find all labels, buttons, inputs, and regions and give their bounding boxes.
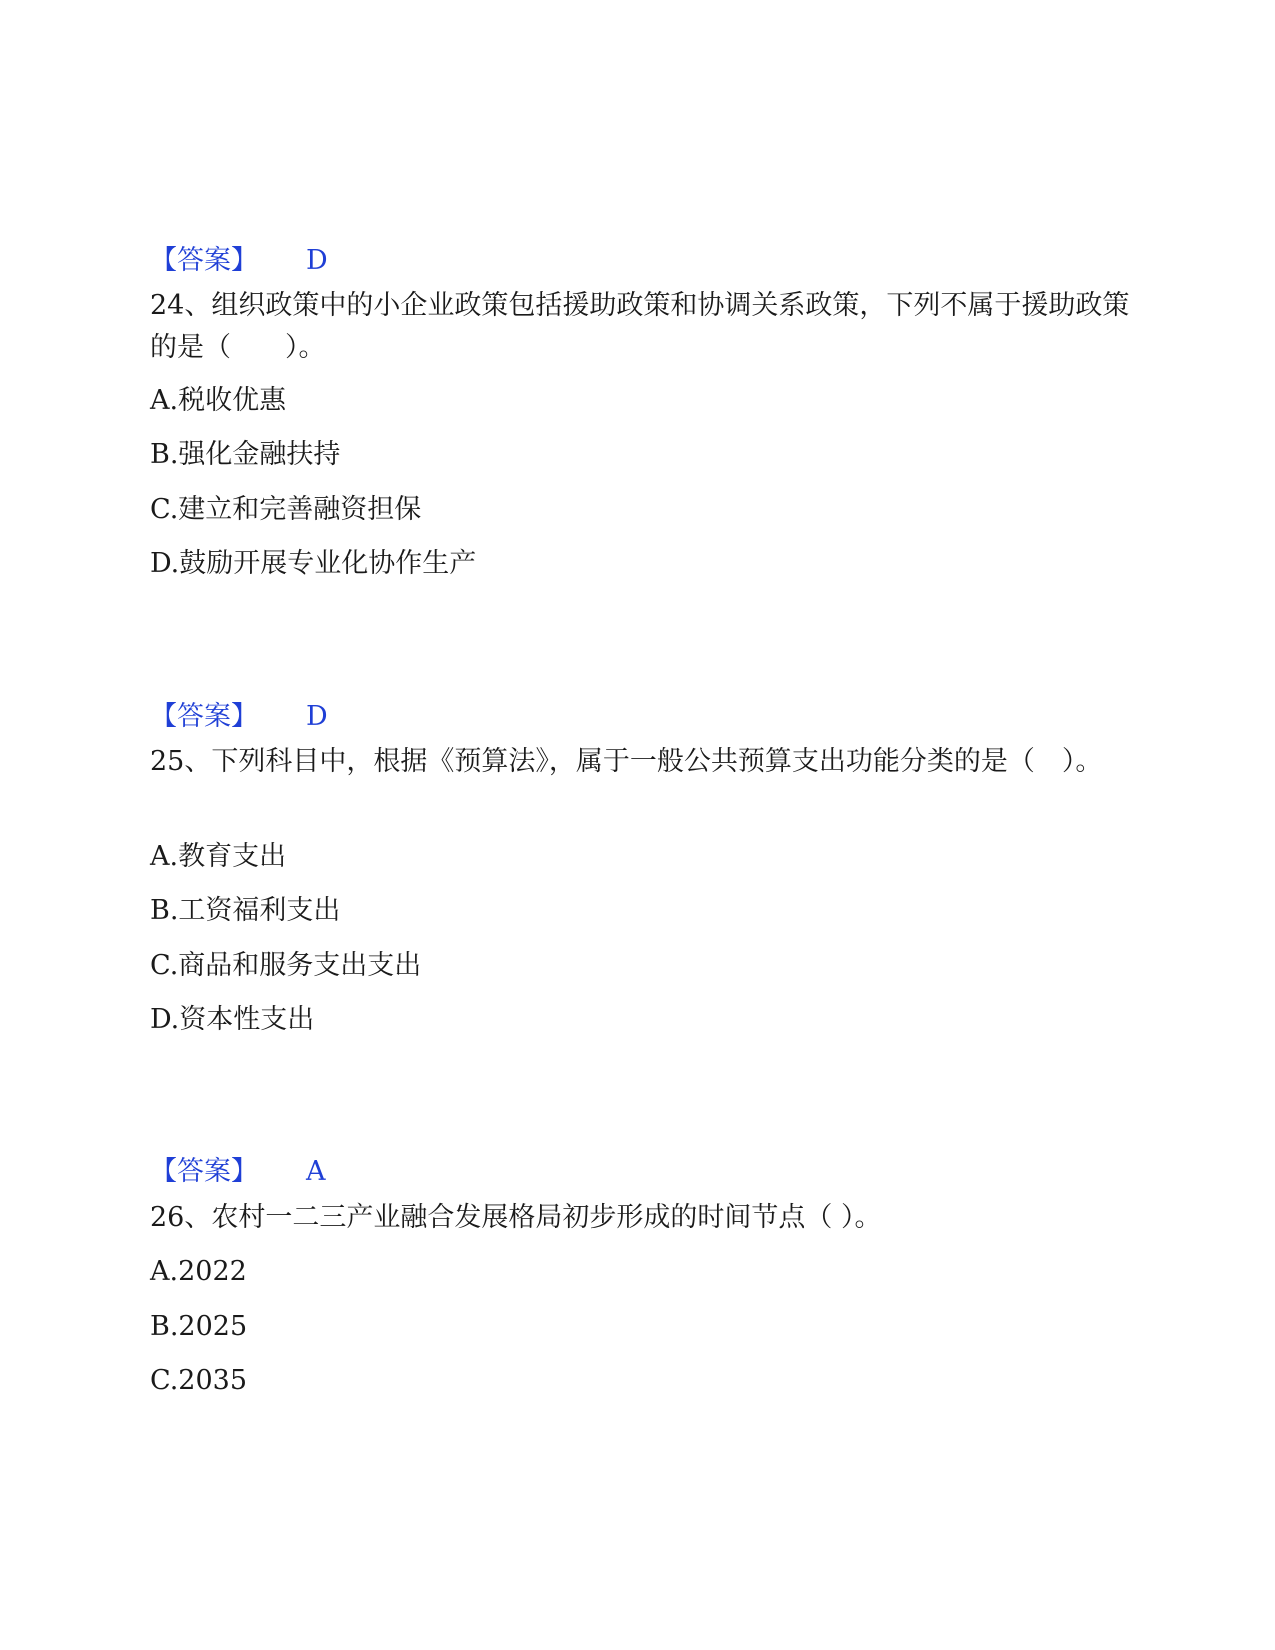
option-d: D.鼓励开展专业化协作生产	[150, 548, 477, 579]
answer-label: 【答案】	[150, 1156, 258, 1187]
answer-value: D	[306, 701, 328, 732]
question-text: 26、农村一二三产业融合发展格局初步形成的时间节点（ ）。	[150, 1202, 882, 1233]
option-c: C.商品和服务支出支出	[150, 950, 422, 981]
answer-value: A	[306, 1156, 326, 1187]
option-c: C.建立和完善融资担保	[150, 494, 422, 525]
question-text: 24、组织政策中的小企业政策包括援助政策和协调关系政策，下列不属于援助政策的是（ ）。	[150, 290, 1130, 363]
answer-line	[150, 696, 328, 738]
option-b: B.强化金融扶持	[150, 439, 341, 470]
answer-label: 【答案】	[150, 245, 258, 276]
option-c: C.2035	[150, 1365, 247, 1396]
option-b: B.2025	[150, 1311, 248, 1342]
answer-label: 【答案】	[150, 701, 258, 732]
option-d: D.资本性支出	[150, 1004, 315, 1035]
question-text: 25、下列科目中，根据《预算法》，属于一般公共预算支出功能分类的是（ ）。	[150, 746, 1103, 777]
option-a: A.税收优惠	[150, 385, 287, 416]
option-b: B.工资福利支出	[150, 895, 341, 926]
option-a: A.教育支出	[150, 841, 287, 872]
answer-line	[150, 1151, 326, 1193]
answer-line	[150, 240, 328, 282]
answer-value: D	[306, 245, 328, 276]
option-a: A.2022	[150, 1256, 247, 1287]
